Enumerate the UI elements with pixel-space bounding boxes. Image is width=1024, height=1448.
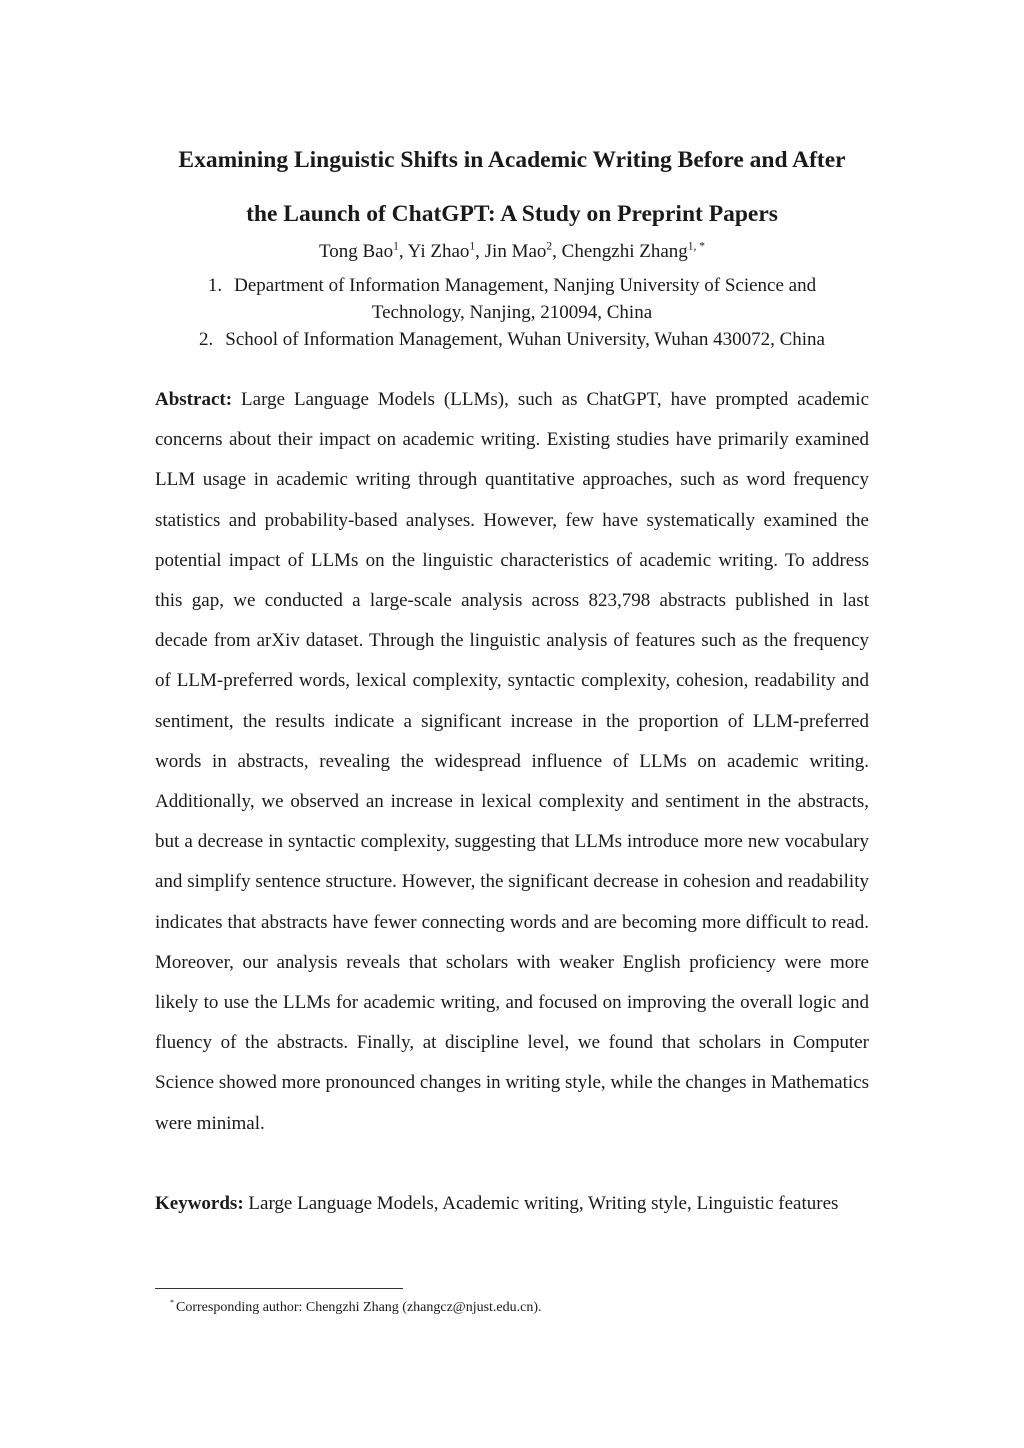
keywords-text: Large Language Models, Academic writing, Writing style, Linguistic features (248, 1193, 839, 1214)
affiliation-item (100, 326, 924, 353)
abstract-label: Abstract: (155, 389, 233, 410)
author-name: Jin Mao (484, 241, 547, 262)
keywords-paragraph (155, 1184, 869, 1224)
author-name: Tong Bao (318, 241, 394, 262)
affiliation-number: 1. (207, 275, 223, 296)
footnote-divider (155, 1288, 403, 1289)
author-list: Tong Bao$^1$, Yi Zhao$^1$, Jin Mao$^2$, Chengzhi Zhang$^{1, *}$ (318, 240, 706, 262)
footnote (170, 1298, 542, 1318)
abstract-text: Large Language Models (LLMs), such as ChatGPT, have prompted academic concerns about their impact on academic writing. Existing studies have primarily examined LLM usage in academic writing through quantitative approaches, such as word frequency statistics and probability-based analyses. However, few have systematically examined the potential impact of LLMs on the linguistic characteristics of academic writing. To address this gap, we conducted a large-scale analysis across 823,798 abstracts published in last decade from arXiv dataset. Through the linguistic analysis of features such as the frequency of LLM-preferred words, lexical complexity, syntactic complexity, cohesion, readability and sentiment, the results indicate a significant increase in the proportion of LLM-preferred words in abstracts, revealing the widespread influence of LLMs on academic writing. Additionally, we observed an increase in lexical complexity and sentiment in the abstracts, but a decrease in syntactic complexity, suggesting that LLMs introduce more new vocabulary and simplify sentence structure. However, the significant decrease in cohesion and readability indicates that abstracts have fewer connecting words and are becoming more difficult to read. Moreover, our analysis reveals that scholars with weaker English proficiency were more likely to use the LLMs for academic writing, and focused on improving the overall logic and fluency of the abstracts. Finally, at discipline level, we found that scholars in Computer Science showed more pronounced changes in writing style, while the changes in Mathematics were minimal. (155, 389, 870, 1134)
keywords-label: Keywords: (155, 1193, 244, 1214)
affiliation-list (100, 272, 924, 353)
author-affiliation-mark: 2 (546, 240, 553, 253)
affiliation-number: 2. (199, 329, 214, 350)
abstract-paragraph (155, 380, 869, 1144)
affiliation-text: School of Information Management, Wuhan University, Wuhan 430072, China (225, 329, 825, 350)
title-line-2: the Launch of ChatGPT: A Study on Preprint Papers (246, 201, 778, 227)
affiliation-text-continued: Technology, Nanjing, 210094, China (371, 302, 653, 323)
author-affiliation-mark: 1 (469, 240, 476, 253)
affiliation-item (100, 272, 924, 326)
footnote-mark: * (170, 1298, 174, 1308)
author-name: Chengzhi Zhang (561, 241, 688, 262)
affiliation-text: Department of Information Management, Nanjing University of Science and (234, 275, 817, 296)
paper-title (100, 133, 924, 241)
author-affiliation-mark: 1, * (687, 240, 706, 253)
author-name: Yi Zhao (407, 241, 470, 262)
author-affiliation-mark: 1 (393, 240, 399, 253)
footnote-text: Corresponding author: Chengzhi Zhang (zhangcz@njust.edu.cn). (176, 1300, 542, 1315)
title-line-1: Examining Linguistic Shifts in Academic Writing Before and After (178, 147, 846, 173)
